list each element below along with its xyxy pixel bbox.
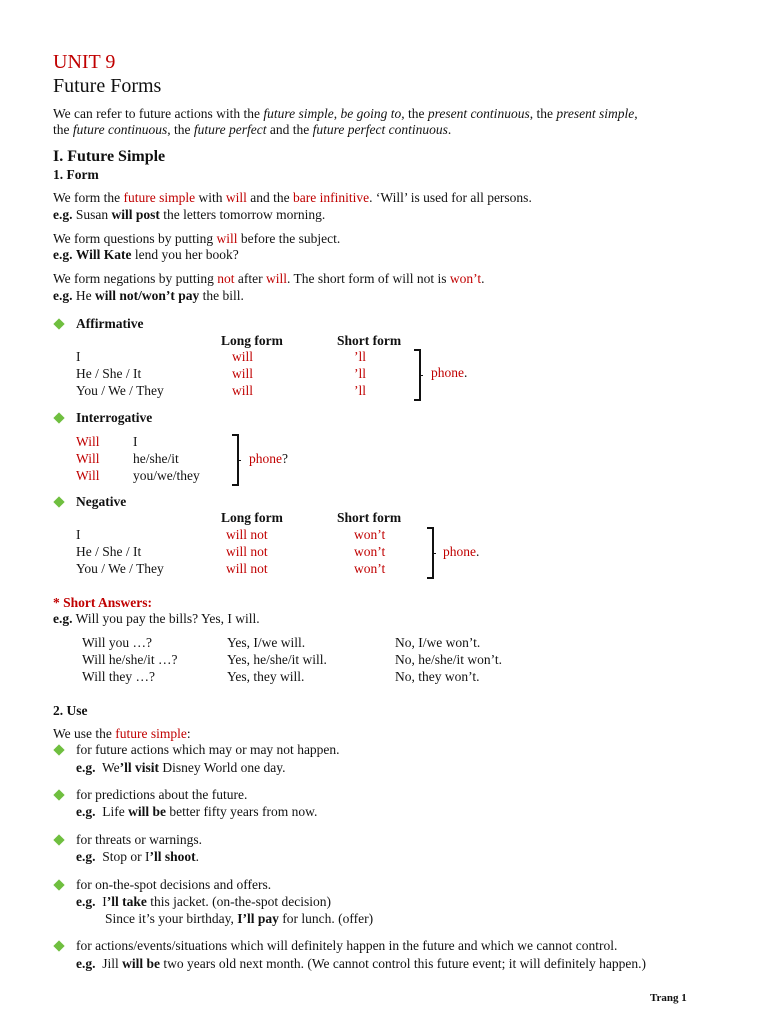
use-example-3: e.g. Stop or I’ll shoot. bbox=[76, 849, 200, 864]
negative-long: will not bbox=[226, 561, 268, 576]
use-example-5: e.g. Jill will be two years old next month. (We cannot control this future event; it will definitely happen.) bbox=[76, 956, 646, 971]
negative-short-header: Short form bbox=[337, 510, 402, 525]
use-item-3: for threats or warnings. bbox=[76, 832, 202, 847]
negative-long: will not bbox=[226, 527, 268, 542]
affirmative-short-header: Short form bbox=[337, 333, 402, 348]
bullet-diamond-icon bbox=[53, 940, 64, 951]
use-heading: 2. Use bbox=[53, 703, 88, 718]
interrogative-aux: Will bbox=[76, 451, 100, 466]
negative-label: Negative bbox=[76, 494, 127, 509]
bullet-diamond-icon bbox=[53, 744, 64, 755]
intro-paragraph: We can refer to future actions with the future simple, be going to, the present continuous, the present simple, the future continuous, the future perfect and the future perfect continuous. bbox=[53, 106, 638, 137]
affirmative-subject: You / We / They bbox=[76, 383, 164, 398]
affirmative-verb: phone. bbox=[431, 365, 468, 380]
short-answers-example: e.g. Will you pay the bills? Yes, I will. bbox=[53, 611, 260, 626]
interrogative-label: Interrogative bbox=[76, 410, 153, 425]
interrogative-subject: I bbox=[133, 434, 138, 449]
short-answer-no: No, he/she/it won’t. bbox=[395, 652, 502, 667]
affirmative-subject: I bbox=[76, 349, 81, 364]
form-line-2: We form questions by putting will before the subject. bbox=[53, 231, 341, 246]
form-example-1: e.g. Susan will post the letters tomorrow morning. bbox=[53, 207, 326, 222]
use-example-2: e.g. Life will be better fifty years from now. bbox=[76, 804, 318, 819]
bullet-diamond-icon bbox=[53, 412, 64, 423]
negative-subject: You / We / They bbox=[76, 561, 164, 576]
negative-short: won’t bbox=[354, 561, 386, 576]
short-answer-yes: Yes, they will. bbox=[227, 669, 305, 684]
use-example-4: e.g. I’ll take this jacket. (on-the-spot decision) bbox=[76, 894, 331, 909]
negative-short: won’t bbox=[354, 544, 386, 559]
use-item-4: for on-the-spot decisions and offers. bbox=[76, 877, 272, 892]
interrogative-subject: you/we/they bbox=[133, 468, 200, 483]
form-heading: 1. Form bbox=[53, 167, 99, 182]
short-answer-no: No, they won’t. bbox=[395, 669, 480, 684]
use-intro: We use the future simple: bbox=[53, 726, 191, 741]
form-line-1: We form the future simple with will and the bare infinitive. ‘Will’ is used for all persons. bbox=[53, 190, 532, 205]
short-answer-yes: Yes, he/she/it will. bbox=[227, 652, 327, 667]
bullet-diamond-icon bbox=[53, 834, 64, 845]
use-item-1: for future actions which may or may not happen. bbox=[76, 742, 340, 757]
affirmative-long: will bbox=[232, 349, 254, 364]
use-item-2: for predictions about the future. bbox=[76, 787, 248, 802]
affirmative-subject: He / She / It bbox=[76, 366, 142, 381]
bullet-diamond-icon bbox=[53, 789, 64, 800]
short-answer-question: Will he/she/it …? bbox=[82, 652, 178, 667]
affirmative-long: will bbox=[232, 383, 254, 398]
short-answer-question: Will you …? bbox=[82, 635, 152, 650]
bullet-diamond-icon bbox=[53, 496, 64, 507]
section-heading-future-simple: I. Future Simple bbox=[53, 148, 166, 165]
affirmative-short: ’ll bbox=[354, 349, 366, 364]
right-brace-icon bbox=[427, 527, 434, 579]
short-answer-yes: Yes, I/we will. bbox=[227, 635, 306, 650]
affirmative-label: Affirmative bbox=[76, 316, 144, 331]
right-brace-icon bbox=[232, 434, 239, 486]
short-answer-question: Will they …? bbox=[82, 669, 155, 684]
short-answer-no: No, I/we won’t. bbox=[395, 635, 481, 650]
interrogative-aux: Will bbox=[76, 468, 100, 483]
negative-verb: phone. bbox=[443, 544, 480, 559]
negative-long-header: Long form bbox=[221, 510, 283, 525]
interrogative-verb: phone? bbox=[249, 451, 288, 466]
bullet-diamond-icon bbox=[53, 318, 64, 329]
interrogative-subject: he/she/it bbox=[133, 451, 179, 466]
short-answers-label: * Short Answers: bbox=[53, 595, 153, 610]
negative-subject: I bbox=[76, 527, 81, 542]
use-example-1: e.g. We’ll visit Disney World one day. bbox=[76, 760, 286, 775]
page-title: Future Forms bbox=[53, 75, 162, 97]
interrogative-aux: Will bbox=[76, 434, 100, 449]
form-line-3: We form negations by putting not after will. The short form of will not is won’t. bbox=[53, 271, 485, 286]
negative-long: will not bbox=[226, 544, 268, 559]
bullet-diamond-icon bbox=[53, 879, 64, 890]
right-brace-icon bbox=[414, 349, 421, 401]
affirmative-long: will bbox=[232, 366, 254, 381]
affirmative-short: ’ll bbox=[354, 366, 366, 381]
use-example-4b: Since it’s your birthday, I’ll pay for lunch. (offer) bbox=[105, 911, 374, 926]
form-example-2: e.g. Will Kate lend you her book? bbox=[53, 247, 239, 262]
use-item-5: for actions/events/situations which will definitely happen in the future and which we cannot control. bbox=[76, 938, 618, 953]
negative-subject: He / She / It bbox=[76, 544, 142, 559]
affirmative-short: ’ll bbox=[354, 383, 366, 398]
affirmative-long-header: Long form bbox=[221, 333, 283, 348]
negative-short: won’t bbox=[354, 527, 386, 542]
form-example-3: e.g. He will not/won’t pay the bill. bbox=[53, 288, 244, 303]
unit-label: UNIT 9 bbox=[53, 51, 116, 73]
page-footer: Trang 1 bbox=[650, 992, 687, 1004]
